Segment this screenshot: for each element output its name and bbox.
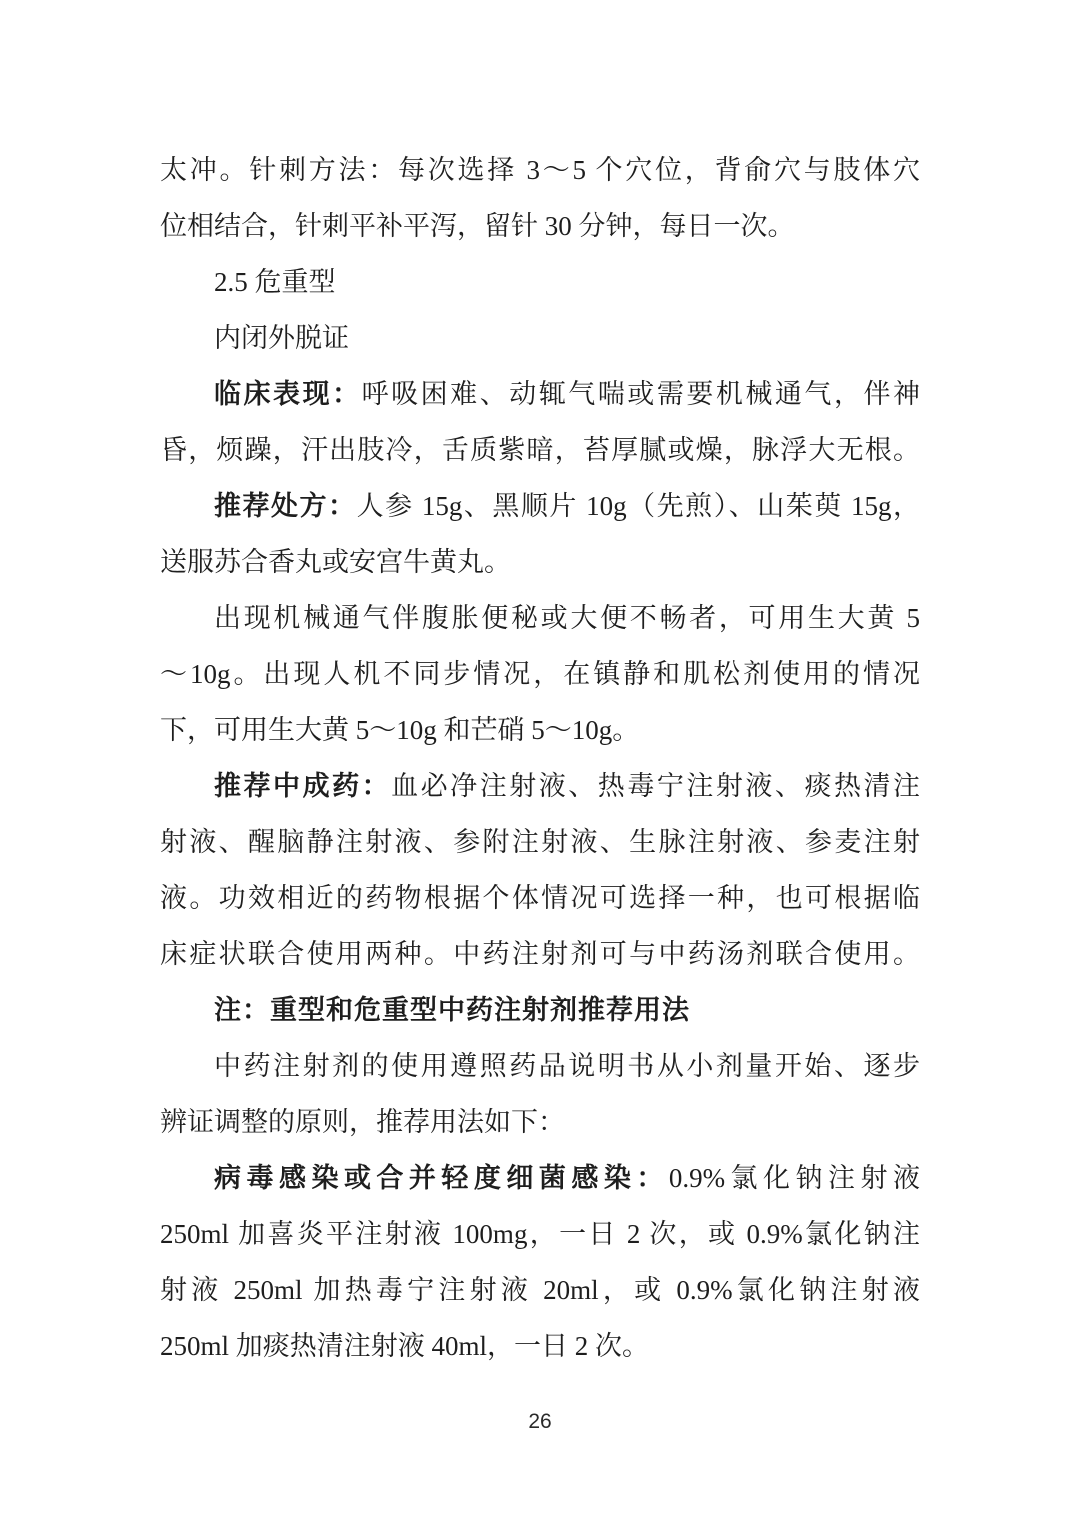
text-line — [160, 1094, 920, 1150]
text-segment: ～10g。出现人机不同步情况，在镇静和肌松剂使用的情况 — [160, 659, 920, 689]
text-line — [160, 366, 920, 422]
text-line — [160, 1206, 920, 1262]
text-segment: 2.5 危重型 — [214, 267, 336, 297]
text-segment: 250ml 加喜炎平注射液 100mg，一日 2 次，或 0.9%氯化钠注 — [160, 1219, 920, 1249]
text-segment: 人参 15g、黑顺片 10g（先煎）、山茱萸 15g， — [356, 491, 921, 521]
text-line — [160, 1038, 920, 1094]
text-line — [160, 142, 920, 198]
text-segment: 太冲。针刺方法：每次选择 3～5 个穴位，背俞穴与肢体穴 — [160, 155, 920, 185]
text-segment: 呼吸困难、动辄气喘或需要机械通气，伴神 — [361, 379, 920, 409]
bold-label-segment: 推荐处方： — [214, 491, 357, 521]
page-number: 26 — [528, 1410, 552, 1433]
bold-label-segment: 临床表现： — [214, 379, 362, 409]
text-line — [160, 758, 920, 814]
text-segment: 昏，烦躁，汗出肢冷，舌质紫暗，苔厚腻或燥，脉浮大无根。 — [160, 435, 920, 465]
text-segment: 中药注射剂的使用遵照药品说明书从小剂量开始、逐步 — [214, 1051, 920, 1081]
text-line — [160, 198, 920, 254]
text-line — [160, 646, 920, 702]
bold-label-segment: 推荐中成药： — [214, 771, 392, 801]
text-line — [160, 702, 920, 758]
text-segment: 液。功效相近的药物根据个体情况可选择一种，也可根据临 — [160, 883, 920, 913]
text-segment: 血必净注射液、热毒宁注射液、痰热清注 — [391, 771, 921, 801]
text-segment: 辨证调整的原则，推荐用法如下： — [160, 1107, 565, 1137]
text-segment: 送服苏合香丸或安宫牛黄丸。 — [160, 547, 511, 577]
text-line — [160, 590, 920, 646]
text-segment: 射液、醒脑静注射液、参附注射液、生脉注射液、参麦注射 — [160, 827, 920, 857]
text-line — [160, 422, 920, 478]
note-heading-line — [160, 982, 920, 1038]
document-body — [160, 142, 920, 1374]
text-segment: 出现机械通气伴腹胀便秘或大便不畅者，可用生大黄 5 — [214, 603, 920, 633]
text-line — [160, 534, 920, 590]
text-line — [160, 478, 920, 534]
bold-label-segment: 病毒感染或合并轻度细菌感染： — [214, 1163, 669, 1193]
text-segment: 下，可用生大黄 5～10g 和芒硝 5～10g。 — [160, 715, 640, 745]
text-segment: 0.9%氯化钠注射液 — [668, 1163, 920, 1193]
text-segment: 内闭外脱证 — [214, 323, 349, 353]
text-segment: 位相结合，针刺平补平泻，留针 30 分钟，每日一次。 — [160, 211, 795, 241]
text-line — [160, 814, 920, 870]
text-line — [160, 1318, 920, 1374]
text-line — [160, 870, 920, 926]
text-line — [160, 310, 920, 366]
text-line — [160, 254, 920, 310]
text-line — [160, 1262, 920, 1318]
text-segment: 250ml 加痰热清注射液 40ml，一日 2 次。 — [160, 1331, 650, 1361]
text-segment: 射液 250ml 加热毒宁注射液 20ml，或 0.9%氯化钠注射液 — [160, 1275, 920, 1305]
text-line — [160, 1150, 920, 1206]
bold-label-segment: 注：重型和危重型中药注射剂推荐用法 — [214, 995, 690, 1025]
text-segment: 床症状联合使用两种。中药注射剂可与中药汤剂联合使用。 — [160, 939, 920, 969]
text-line — [160, 926, 920, 982]
